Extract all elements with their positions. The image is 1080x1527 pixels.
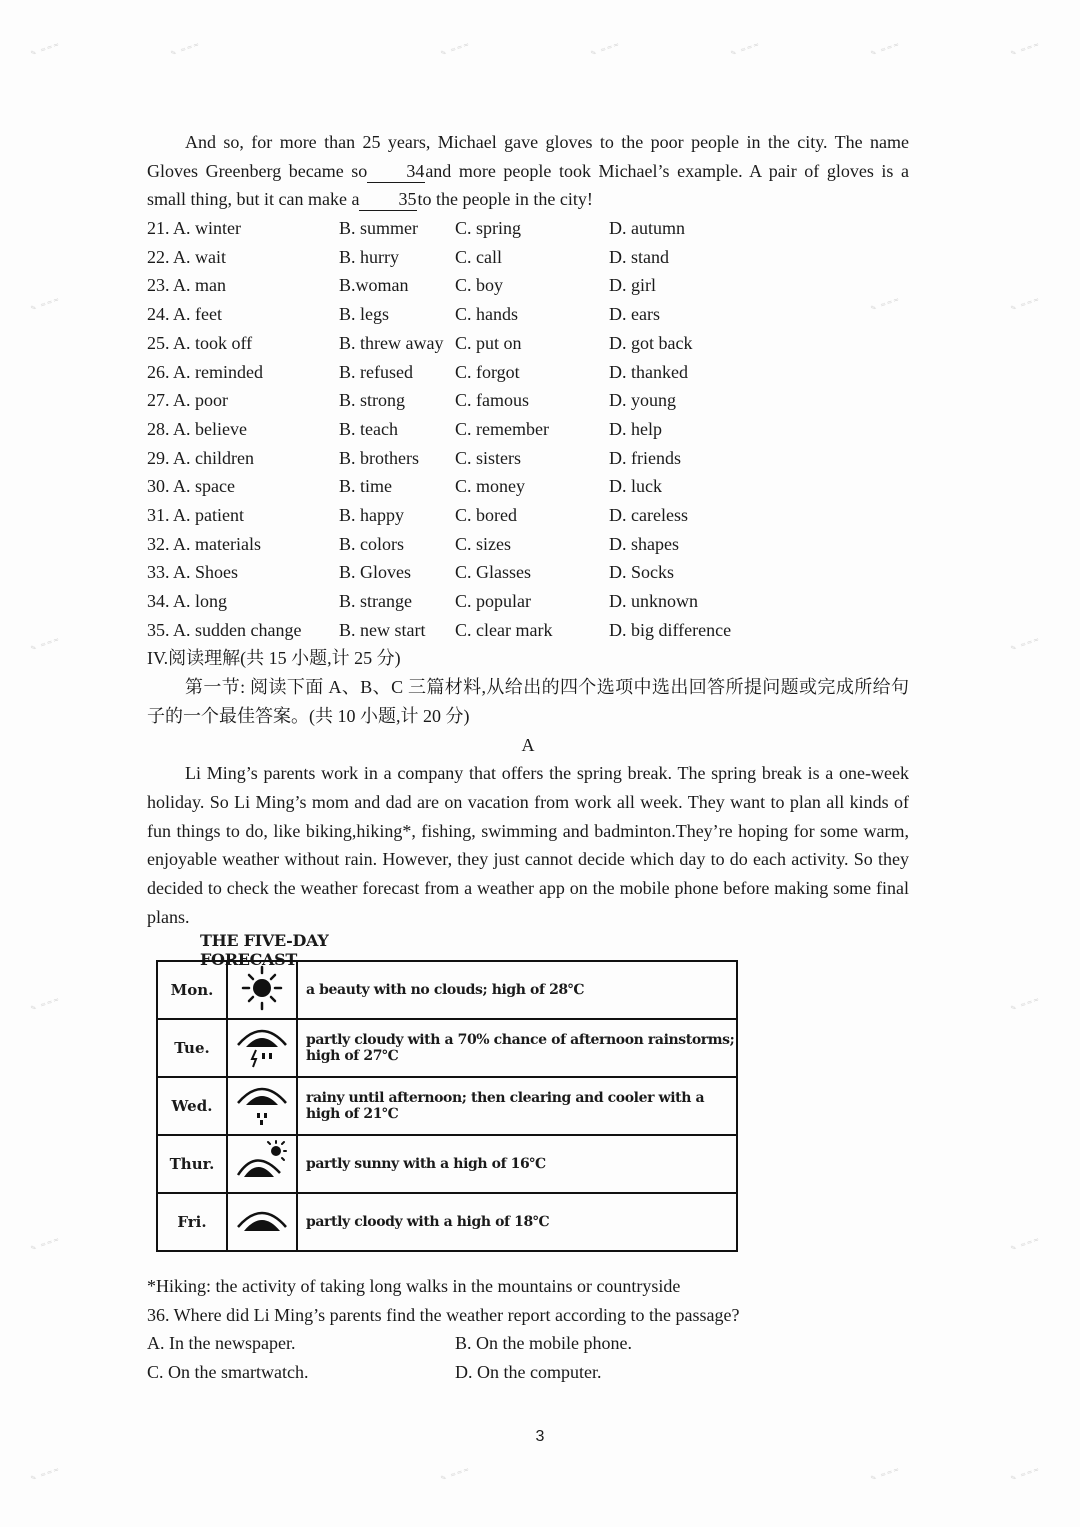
option-d: D. shapes	[609, 533, 679, 554]
option-c: C. Glasses	[455, 562, 531, 583]
option-a: 25. A. took off	[147, 332, 253, 353]
option-b: B. brothers	[339, 447, 419, 468]
option-d: D. girl	[609, 275, 656, 296]
cloud-icon	[227, 1193, 297, 1251]
option-a: 28. A. believe	[147, 418, 247, 439]
option-b: B. happy	[339, 504, 404, 525]
option-a: 35. A. sudden change	[147, 619, 302, 640]
sun-icon	[227, 961, 297, 1019]
option-a: 24. A. feet	[147, 304, 222, 325]
option-a: 22. A. wait	[147, 246, 226, 267]
rain-icon	[227, 1077, 297, 1135]
option-a: 30. A. space	[147, 476, 235, 497]
forecast-row	[157, 1077, 737, 1135]
answer-d: D. On the computer.	[455, 1362, 602, 1383]
option-row	[147, 243, 909, 272]
passage-ending	[147, 128, 909, 214]
option-c: C. clear mark	[455, 619, 553, 640]
option-row	[147, 358, 909, 387]
option-d: D. unknown	[609, 591, 698, 612]
option-a: 23. A. man	[147, 275, 226, 296]
option-d: D. big difference	[609, 619, 732, 640]
option-a: 21. A. winter	[147, 218, 241, 239]
option-c: C. popular	[455, 591, 531, 612]
option-row	[147, 587, 909, 616]
option-c: C. spring	[455, 218, 522, 239]
option-row	[147, 271, 909, 300]
forecast-description: rainy until afternoon; then clearing and cooler with a high of 21℃	[297, 1077, 737, 1135]
option-b: B. summer	[339, 218, 418, 239]
answer-row	[147, 1358, 909, 1387]
option-row	[147, 616, 909, 645]
forecast-description: partly cloody with a high of 18℃	[297, 1193, 737, 1251]
option-a: 33. A. Shoes	[147, 562, 239, 583]
option-row	[147, 558, 909, 587]
forecast-description: partly sunny with a high of 16℃	[297, 1135, 737, 1193]
option-b: B.woman	[339, 275, 409, 296]
option-row	[147, 300, 909, 329]
option-row	[147, 472, 909, 501]
option-b: B. time	[339, 476, 392, 497]
option-d: D. stand	[609, 246, 669, 267]
passage-line-text: And so, for more than 25 years, Michael gave gloves to the poor people in the city. The name Gloves Greenberg became so	[147, 132, 909, 181]
option-a: 27. A. poor	[147, 390, 228, 411]
option-b: B. strange	[339, 591, 412, 612]
forecast-description: a beauty with no clouds; high of 28℃	[297, 961, 737, 1019]
option-a: 29. A. children	[147, 447, 254, 468]
option-b: B. hurry	[339, 246, 399, 267]
option-c: C. hands	[455, 304, 518, 325]
option-d: D. help	[609, 418, 662, 439]
forecast-day: Fri.	[157, 1193, 227, 1251]
option-d: D. luck	[609, 476, 662, 497]
option-row	[147, 501, 909, 530]
answer-b: B. On the mobile phone.	[455, 1333, 632, 1354]
forecast-table	[156, 960, 738, 1252]
forecast-day: Mon.	[157, 961, 227, 1019]
option-c: C. forgot	[455, 361, 520, 382]
option-a: 31. A. patient	[147, 504, 244, 525]
passage-line-text: to the people in the city!	[417, 189, 593, 210]
forecast-day: Tue.	[157, 1019, 227, 1077]
forecast-day: Thur.	[157, 1135, 227, 1193]
partly-sunny-icon	[227, 1135, 297, 1193]
forecast-description: partly cloudy with a 70% chance of afternoon rainstorms; high of 27℃	[297, 1019, 737, 1077]
forecast-day: Wed.	[157, 1077, 227, 1135]
option-row	[147, 214, 909, 243]
option-c: C. call	[455, 246, 502, 267]
option-c: C. bored	[455, 504, 517, 525]
question-area	[147, 1272, 909, 1387]
option-c: C. famous	[455, 390, 529, 411]
section-instructions: 第一节: 阅读下面 A、B、C 三篇材料,从给出的四个选项中选出回答所提问题或完成所给句子的一个最佳答案。(共 10 小题,计 20 分)	[147, 677, 909, 726]
page-number: 3	[535, 1428, 545, 1445]
forecast-row	[157, 1019, 737, 1077]
option-b: B. new start	[339, 619, 426, 640]
option-d: D. autumn	[609, 218, 685, 239]
question-36	[147, 1301, 909, 1330]
option-b: B. teach	[339, 418, 398, 439]
option-a: 34. A. long	[147, 591, 228, 612]
option-b: B. threw away	[339, 332, 444, 353]
passage-line-text: and more people took Michael’s example. A pair of gloves is a small thing, but it can make a	[147, 160, 909, 210]
blank-34: 34	[367, 160, 425, 183]
footnote	[147, 1272, 909, 1301]
option-a: 32. A. materials	[147, 533, 261, 554]
option-d: D. ears	[609, 304, 660, 325]
forecast-row	[157, 961, 737, 1019]
section-title: IV.阅读理解(共 15 小题,计 25 分)	[147, 648, 401, 669]
thunderstorm-icon	[227, 1019, 297, 1077]
answer-c: C. On the smartwatch.	[147, 1362, 309, 1383]
forecast-row	[157, 1193, 737, 1251]
answer-row	[147, 1329, 909, 1358]
option-b: B. legs	[339, 304, 390, 325]
option-c: C. sizes	[455, 533, 511, 554]
forecast-title: THE FIVE-DAY FORECAST	[200, 931, 329, 969]
footnote-text: *Hiking: the activity of taking long walks in the mountains or countryside	[147, 1276, 681, 1296]
blank-35: 35	[359, 188, 417, 211]
option-a: 26. A. reminded	[147, 361, 263, 382]
option-c: C. remember	[455, 418, 549, 439]
option-row	[147, 329, 909, 358]
forecast-row	[157, 1135, 737, 1193]
option-row	[147, 530, 909, 559]
option-row	[147, 415, 909, 444]
passage-letter: A	[521, 734, 535, 755]
question-stem: 36. Where did Li Ming’s parents find the weather report according to the passage?	[147, 1304, 740, 1325]
option-b: B. refused	[339, 361, 413, 382]
option-c: C. put on	[455, 332, 522, 353]
option-d: D. thanked	[609, 361, 688, 382]
option-b: B. strong	[339, 390, 406, 411]
answer-a: A. In the newspaper.	[147, 1333, 296, 1354]
passage-a: Li Ming’s parents work in a company that offers the spring break. The spring break is a one-week holiday. So Li Ming’s mom and dad are on vacation from work all week. They want to plan all kinds of fun things to do, like biking,hiking*, fishing, swimming and badminton.They’re hoping for some warm, enjoyable weather without rain. However, they just cannot decide which day to do each activity. So they decided to check the weather forecast from a weather app on the mobile phone before making some final plans.	[147, 763, 909, 927]
option-d: D. young	[609, 390, 676, 411]
option-row	[147, 444, 909, 473]
option-c: C. money	[455, 476, 525, 497]
option-d: D. careless	[609, 504, 688, 525]
option-row	[147, 386, 909, 415]
page-content	[147, 128, 909, 931]
option-d: D. got back	[609, 332, 693, 353]
option-c: C. boy	[455, 275, 504, 296]
cloze-options	[147, 214, 909, 644]
option-c: C. sisters	[455, 447, 522, 468]
option-b: B. Gloves	[339, 562, 411, 583]
option-b: B. colors	[339, 533, 404, 554]
option-d: D. Socks	[609, 562, 675, 583]
option-d: D. friends	[609, 447, 681, 468]
